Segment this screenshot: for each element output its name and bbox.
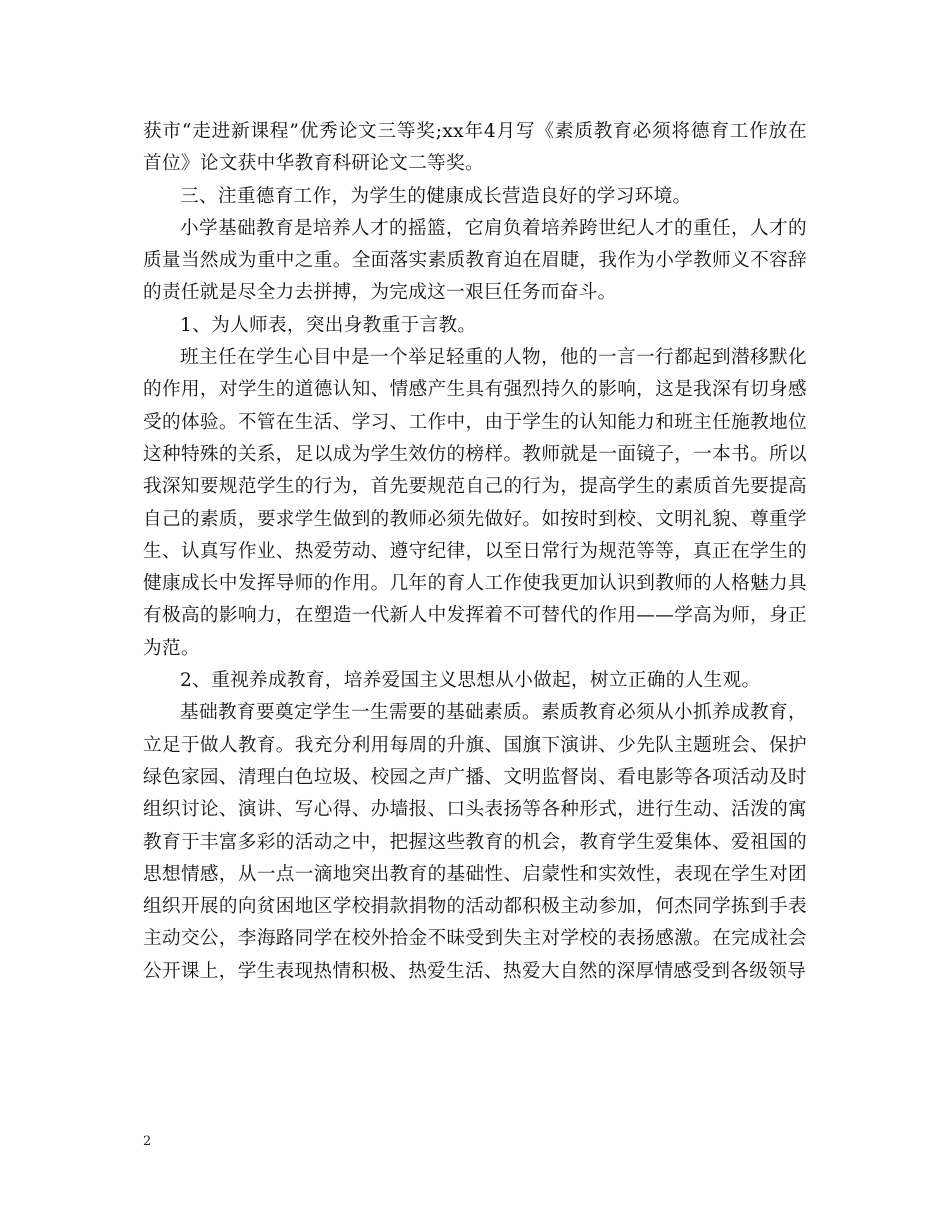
document-body [143,116,807,988]
paragraph-primary-education: 小学基础教育是培养人才的摇篮，它肩负着培养跨世纪人才的重任，人才的质量当然成为重中之重。全面落实素质教育迫在眉睫，我作为小学教师义不容辞的责任就是尽全力去拼搏，为完成这一艰巨任务而奋斗。 [143,217,807,304]
heading-moral-education: 三、注重德育工作，为学生的健康成长营造良好的学习环境。 [180,185,692,207]
paragraph-class-teacher-role: 班主任在学生心目中是一个举足轻重的人物，他的一言一行都起到潜移默化的作用，对学生的道德认知、情感产生具有强烈持久的影响，这是我深有切身感受的体验。不管在生活、学习、工作中，由于学生的认知能力和班主任施教地位这种特殊的关系，足以成为学生效仿的榜样。教师就是一面镜子，一本书。所以我深知要规范学生的行为，首先要规范自己的行为，提高学生的素质首先要提高自己的素质，要求学生做到的教师必须先做好。如按时到校、文明礼貌、尊重学生、认真写作业、热爱劳动、遵守纪律，以至日常行为规范等等，真正在学生的健康成长中发挥导师的作用。几年的育人工作使我更加认识到教师的人格魅力具有极高的影响力，在塑造一代新人中发挥着不可替代的作用——学高为师，身正为范。 [143,347,807,659]
subheading-habit-education: 2、重视养成教育，培养爱国主义思想从小做起，树立正确的人生观。 [180,670,761,692]
paragraph-award-continuation: 获市“走进新课程”优秀论文三等奖;xx年4月写《素质教育必须将德育工作放在首位》论文获中华教育科研论文二等奖。 [143,121,807,175]
subheading-lead-by-example: 1、为人师表，突出身教重于言教。 [180,314,477,336]
page-number: 2 [143,1134,152,1149]
paragraph-basic-education: 基础教育要奠定学生一生需要的基础素质。素质教育必须从小抓养成教育，立足于做人教育。我充分利用每周的升旗、国旗下演讲、少先队主题班会、保护绿色家园、清理白色垃圾、校园之声广播、文明监督岗、看电影等各项活动及时组织讨论、演讲、写心得、办墙报、口头表扬等各种形式，进行生动、活泼的寓教育于丰富多彩的活动之中，把握这些教育的机会，教育学生爱集体、爱祖国的思想情感，从一点一滴地突出教育的基础性、启蒙性和实效性，表现在学生对团组织开展的向贫困地区学校捐款捐物的活动都积极主动参加，何杰同学拣到手表主动交公，李海路同学在校外拾金不昧受到失主对学校的表扬感激。在完成社会公开课上，学生表现热情积极、热爱生活、热爱大自然的深厚情感受到各级领导 [143,702,807,982]
